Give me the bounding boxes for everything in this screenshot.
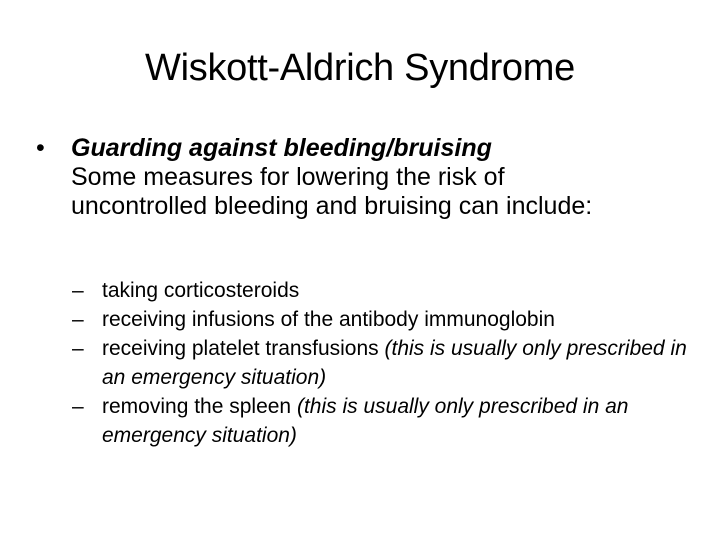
- sub-bullet-text: removing the spleen: [102, 395, 297, 418]
- sub-bullet-text: receiving platelet transfusions: [102, 337, 385, 360]
- bullet-marker: •: [36, 134, 45, 162]
- sub-bullet-note: (this is usually only prescribed in an emergency situation): [102, 395, 629, 447]
- sub-bullet-text: taking corticosteroids: [102, 279, 300, 302]
- main-bullet: [36, 134, 636, 221]
- dash-marker: –: [72, 279, 84, 302]
- sub-bullet-list: [72, 276, 712, 450]
- sub-bullet-item: [72, 334, 712, 392]
- sub-bullet-note: (this is usually only prescribed in an emergency situation): [102, 337, 687, 389]
- dash-marker: –: [72, 337, 84, 360]
- sub-bullet-item: [72, 305, 712, 334]
- bullet-text: Some measures for lowering the risk of uncontrolled bleeding and bruising can include:: [71, 163, 593, 220]
- slide-title: Wiskott-Aldrich Syndrome: [145, 47, 575, 89]
- dash-marker: –: [72, 308, 84, 331]
- sub-bullet-item: [72, 276, 712, 305]
- sub-bullet-item: [72, 392, 712, 450]
- bullet-heading: Guarding against bleeding/bruising: [71, 134, 492, 162]
- dash-marker: –: [72, 395, 84, 418]
- bullet-body: [71, 134, 636, 221]
- sub-bullet-text: receiving infusions of the antibody immunoglobin: [102, 308, 555, 331]
